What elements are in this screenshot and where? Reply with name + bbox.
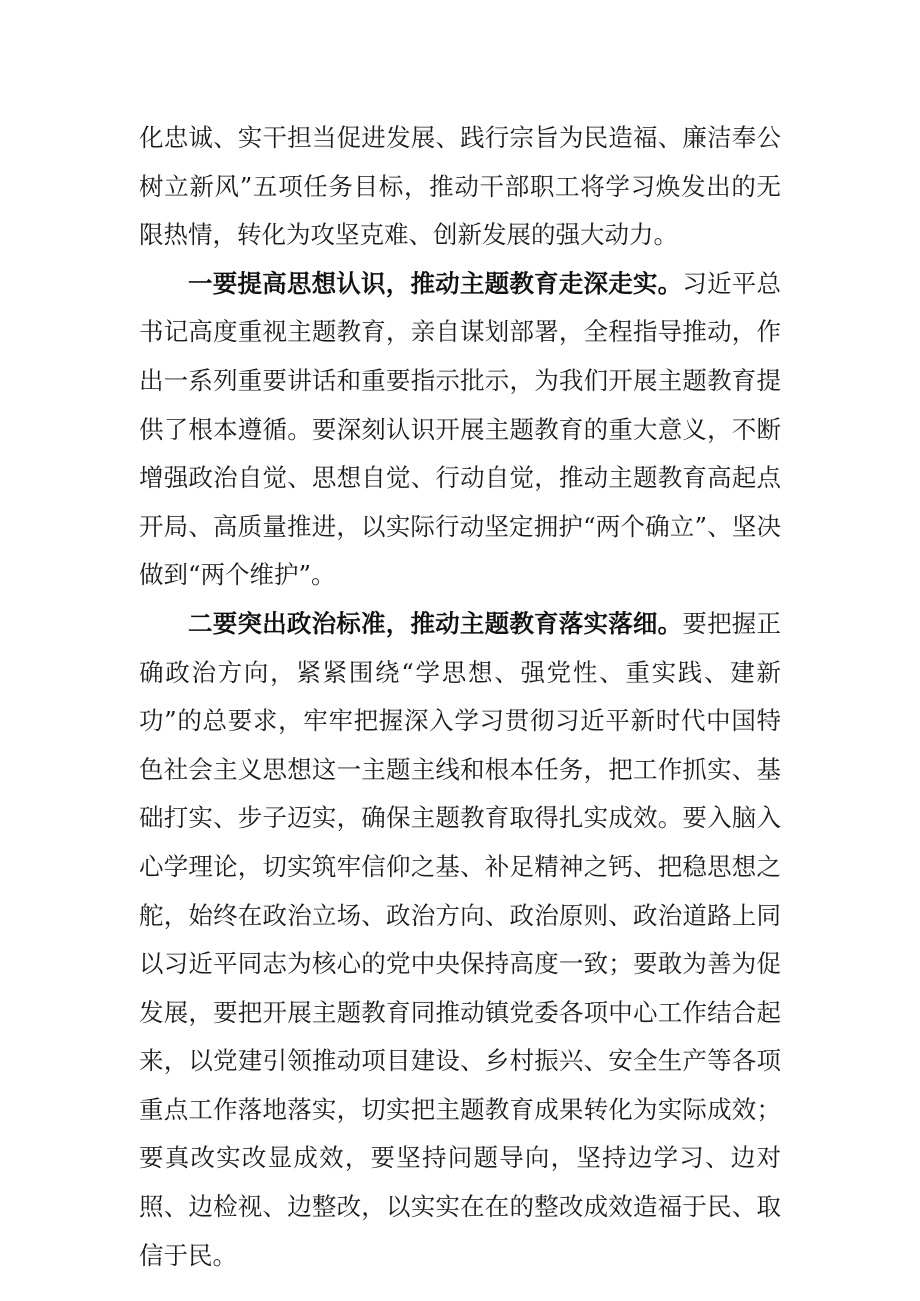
- paragraph-text: 习近平总书记高度重视主题教育，亲自谋划部署，全程指导推动，作出一系列重要讲话和重要指示批示，为我们开展主题教育提供了根本遵循。要深刻认识开展主题教育的重大意义，不断增强政治自觉、思想自觉、行动自觉，推动主题教育高起点开局、高质量推进，以实际行动坚定拥护“两个确立”、坚决做到“两个维护”。: [139, 268, 782, 590]
- paragraph-point-one: [139, 260, 781, 600]
- paragraph-point-two: [139, 600, 781, 1280]
- paragraph-text: 要把握正确政治方向，紧紧围绕“学思想、强党性、重实践、建新功”的总要求，牢牢把握深入学习贯彻习近平新时代中国特色社会主义思想这一主题主线和根本任务，把工作抓实、基础打实、步子迈实，确保主题教育取得扎实成效。要入脑入心学理论，切实筑牢信仰之基、补足精神之钙、把稳思想之舵，始终在政治立场、政治方向、政治原则、政治道路上同以习近平同志为核心的党中央保持高度一致；要敢为善为促发展，要把开展主题教育同推动镇党委各项中心工作结合起来，以党建引领推动项目建设、乡村振兴、安全生产等各项重点工作落地落实，切实把主题教育成果转化为实际成效；要真改实改显成效，要坚持问题导向，坚持边学习、边对照、边检视、边整改，以实实在在的整改成效造福于民、取信于民。: [139, 608, 782, 1270]
- paragraph-lead: 一要提高思想认识，推动主题教育走深走实。: [188, 268, 683, 298]
- paragraph-text: 化忠诚、实干担当促进发展、践行宗旨为民造福、廉洁奉公树立新风”五项任务目标，推动干部职工将学习焕发出的无限热情，转化为攻坚克难、创新发展的强大动力。: [139, 123, 781, 250]
- document-body: [139, 114, 781, 1280]
- paragraph-lead: 二要突出政治标准，推动主题教育落实落细。: [188, 608, 683, 638]
- paragraph-continuation: [139, 114, 781, 260]
